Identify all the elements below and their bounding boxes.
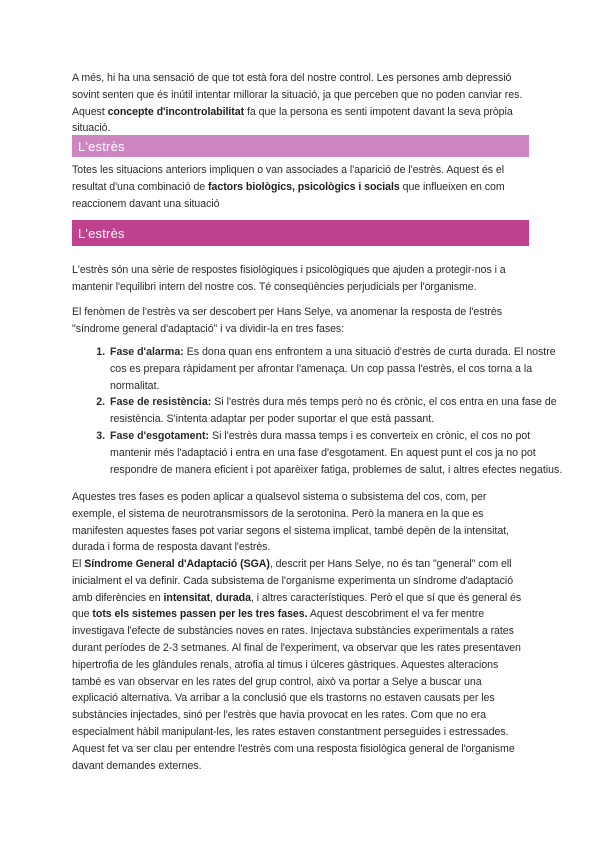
phase-item-alarm: [108, 344, 565, 394]
intro-bold-1: concepte d'incontrolabilitat: [107, 105, 245, 118]
s1-text-2: que influeixen en com reaccionem davant una situació: [72, 180, 505, 210]
sga-bold: durada: [215, 591, 251, 604]
phases-list: [72, 344, 565, 478]
section-heading-1: L'estrès: [78, 139, 125, 154]
section-heading-band-1: [72, 135, 529, 157]
phase-term: Fase d'esgotament:: [110, 429, 210, 442]
sga-text: , descrit per Hans Selye, no és tan "general" com ell inicialment el va definir. Cada subsistema de l'organisme experimenta un síndrome d'adaptació amb diferències en: [72, 558, 514, 604]
phase-text: Si l'estrès dura més temps però no és crònic, el cos entra en una fase de resistència. S'intenta adaptar per poder suportar el que està passant.: [110, 396, 557, 426]
section-heading-2: L'estrès: [78, 226, 125, 241]
intro-text-1: A més, hi ha una sensació de que tot està fora del nostre control. Les persones amb depressió sovint senten que és inútil intentar millorar la situació, ja que perceben que no poden canviar res. Aquest: [72, 72, 523, 118]
sga-text: Aquest descobriment el va fer mentre investigava l'efecte de substàncies noves en rates. Injectava substàncies experimentals a rates durant períodes de 2-3 setmanes. Al final de l'experiment, va observar que les rates presentaven hipertrofia de les glàndules renals, atrofia al timus i úlceres gàstriques. Aquestes alteracions també es van observar en les rates del grup control, això va portar a Selye a buscar una explicació alternativa. Va arribar a la conclusió que els trastorns no estaven causats per les substàncies injectades, sinó per l'estrès que havia provocat en les rates. Com que no era especialment hàbil manipulant-les, les rates estaven constantment perseguides i estressades. Aquest fet va ser clau per entendre l'estrès com una resposta fisiològica general de l'organisme davant demandes externes.: [72, 608, 521, 772]
sga-paragraph: [72, 556, 529, 774]
phase-term: Fase de resistència:: [110, 396, 212, 409]
sga-text: ,: [210, 591, 216, 604]
s1-bold-1: factors biològics, psicològics i socials: [208, 180, 400, 193]
intro-text-2: fa que la persona es senti impotent davant la seva pròpia situació.: [72, 105, 513, 135]
phase-text: Es dona quan ens enfrontem a una situació d'estrès de curta durada. El nostre cos es prepara ràpidament per afrontar l'amenaça. Un cop passa l'estrès, el cos torna a la normalitat.: [110, 346, 556, 392]
section-heading-band-2: [72, 220, 529, 246]
phase-term: Fase d'alarma:: [110, 346, 184, 358]
phase-text: Si l'estrès dura massa temps i es converteix en crònic, el cos no pot mantenir més l'adaptació i entra en una fase d'esgotament. En aquest punt el cos ja no pot respondre de manera eficient i pot aparèixer fatiga, problemes de salut, i altres efectes negatius.: [110, 429, 563, 476]
sga-text: , i altres característiques. Però el que sí que és general és que: [72, 591, 522, 621]
s1-text-1: Totes les situacions anteriors impliquen o van associades a l'aparició de l'estrès. Aquest és el resultat d'una combinació de: [72, 164, 505, 193]
sga-bold: tots els sistemes passen per les tres fases.: [92, 608, 308, 621]
sga-text: El: [72, 558, 85, 570]
selye-intro-paragraph: El fenòmen de l'estrès va ser descobert per Hans Selye, va anomenar la resposta de l'estrès "síndrome general d'adaptació" i va dividir-la en tres fases:: [72, 306, 502, 335]
phase-item-resistance: [108, 394, 565, 428]
section1-paragraph: [72, 162, 529, 212]
stress-definition-paragraph: L'estrès són una sèrie de respostes fisiològiques i psicològiques que ajuden a protegir-nos i a mantenir l'equilibri intern del nostre cos. Té conseqüències perjudicials per l'organisme.: [72, 264, 506, 293]
sga-bold: Síndrome General d'Adaptació (SGA): [84, 558, 270, 570]
phases-application-paragraph: Aquestes tres fases es poden aplicar a qualsevol sistema o subsistema del cos, com, per exemple, el sistema de neurotransmissors de la serotonina. Però la manera en la que es manifesten aquestes fases pot variar segons el sistema implicat, també depèn de la intensitat, durada i forma de resposta davant l'estrès.: [72, 491, 509, 554]
phase-item-exhaustion: [108, 428, 565, 478]
sga-bold: intensitat: [163, 591, 211, 604]
intro-paragraph: [72, 70, 529, 137]
